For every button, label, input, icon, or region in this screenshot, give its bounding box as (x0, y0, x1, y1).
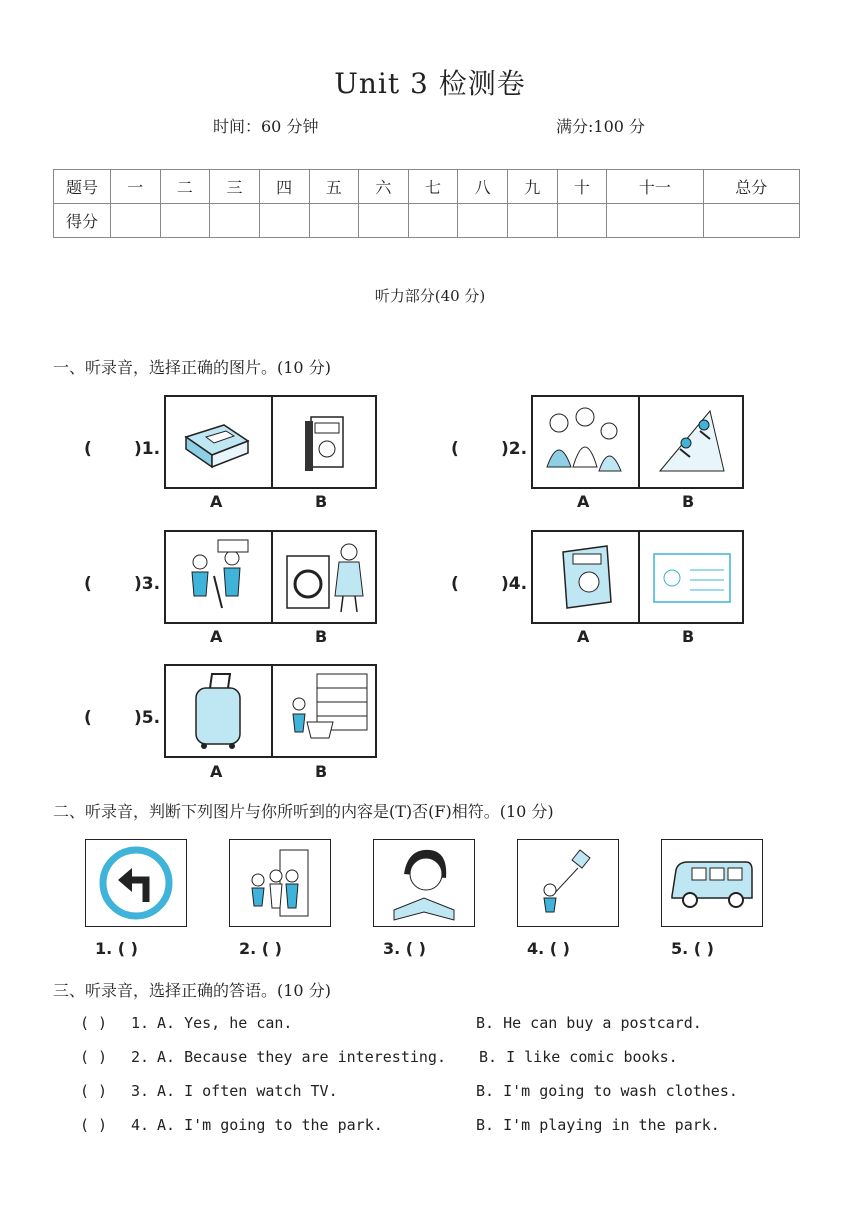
score-input-cell[interactable] (309, 204, 359, 238)
visiting-friends-icon (230, 840, 330, 926)
mountain-climbing-icon (640, 397, 744, 487)
option-b-label: B (315, 762, 328, 781)
score-input-cell[interactable] (259, 204, 309, 238)
option-a-label: A (210, 627, 223, 646)
option-a-image[interactable] (533, 397, 638, 487)
tf-answer-2[interactable]: 2. ( ) (239, 939, 282, 958)
q3-number-4: 4. (131, 1116, 150, 1134)
score-input-cell[interactable] (508, 204, 558, 238)
score-header-cell: 九 (508, 170, 558, 204)
answer-paren-close-3[interactable]: )3. (134, 574, 161, 594)
score-input-cell[interactable] (111, 204, 161, 238)
section2-heading: 二、听录音，判断下列图片与你所听到的内容是(T)否(F)相符。(10 分) (53, 802, 554, 821)
option-b-label: B (682, 492, 695, 511)
choice-box-2 (531, 395, 744, 489)
option-a-label: A (210, 762, 223, 781)
option-b-image[interactable] (271, 666, 378, 756)
option-a-image[interactable] (533, 532, 638, 622)
score-header-cell: 一 (111, 170, 161, 204)
sweeping-floor-icon (166, 532, 270, 622)
score-table (53, 169, 800, 238)
q3-option-b-2: B. I like comic books. (479, 1048, 678, 1066)
answer-paren-close-2[interactable]: )2. (501, 439, 528, 459)
tf-answer-3[interactable]: 3. ( ) (383, 939, 426, 958)
q3-option-b-1: B. He can buy a postcard. (476, 1014, 702, 1032)
score-input-cell[interactable] (160, 204, 210, 238)
q3-option-b-4: B. I'm playing in the park. (476, 1116, 720, 1134)
score-input-cell[interactable] (607, 204, 703, 238)
answer-paren-close-4[interactable]: )4. (501, 574, 528, 594)
score-header-cell: 题号 (54, 170, 111, 204)
tf-picture-1 (85, 839, 187, 927)
q3-answer-paren-4[interactable]: ( ) (80, 1116, 108, 1134)
option-b-label: B (315, 492, 328, 511)
choice-box-4 (531, 530, 744, 624)
option-b-label: B (315, 627, 328, 646)
turn-left-sign-icon (86, 840, 186, 926)
q3-option-a-4: A. I'm going to the park. (157, 1116, 383, 1134)
van-icon (662, 840, 762, 926)
option-a-label: A (577, 627, 590, 646)
answer-paren-close-1[interactable]: )1. (134, 439, 161, 459)
tf-answer-4[interactable]: 4. ( ) (527, 939, 570, 958)
page-title: Unit 3 检测卷 (334, 67, 526, 100)
listening-part-heading: 听力部分(40 分) (374, 287, 486, 305)
full-score: 满分:100 分 (556, 117, 646, 136)
tf-picture-5 (661, 839, 763, 927)
option-b-image[interactable] (638, 532, 745, 622)
q3-option-a-1: A. Yes, he can. (157, 1014, 293, 1032)
dictionary-book-icon (166, 397, 270, 487)
score-input-cell[interactable] (458, 204, 508, 238)
q3-option-a-3: A. I often watch TV. (157, 1082, 338, 1100)
option-b-image[interactable] (271, 532, 378, 622)
choice-box-5 (164, 664, 377, 758)
score-header-cell: 四 (259, 170, 309, 204)
score-input-cell[interactable] (359, 204, 409, 238)
choice-box-3 (164, 530, 377, 624)
score-header-cell: 二 (160, 170, 210, 204)
option-b-image[interactable] (638, 397, 745, 487)
answer-paren-open: ( (451, 439, 459, 459)
score-input-cell[interactable] (408, 204, 458, 238)
score-table-score-row (54, 204, 800, 238)
flying-kite-icon (518, 840, 618, 926)
answer-paren-open: ( (451, 574, 459, 594)
picture-book-icon (533, 532, 637, 622)
score-header-cell: 十 (557, 170, 607, 204)
storybook-icon (273, 397, 377, 487)
score-header-cell: 五 (309, 170, 359, 204)
choice-box-1 (164, 395, 377, 489)
option-a-image[interactable] (166, 532, 271, 622)
time-limit: 时间：60 分钟 (213, 117, 319, 136)
answer-paren-open: ( (84, 574, 92, 594)
washing-machine-icon (273, 532, 377, 622)
q3-answer-paren-3[interactable]: ( ) (80, 1082, 108, 1100)
option-a-label: A (577, 492, 590, 511)
score-header-cell: 总分 (703, 170, 799, 204)
tf-picture-4 (517, 839, 619, 927)
score-row-label: 得分 (54, 204, 111, 238)
q3-number-2: 2. (131, 1048, 150, 1066)
option-a-label: A (210, 492, 223, 511)
option-b-label: B (682, 627, 695, 646)
supermarket-cart-icon (273, 666, 377, 756)
suitcase-icon (166, 666, 270, 756)
tf-answer-1[interactable]: 1. ( ) (95, 939, 138, 958)
q3-answer-paren-1[interactable]: ( ) (80, 1014, 108, 1032)
score-header-cell: 三 (210, 170, 260, 204)
answer-paren-close-5[interactable]: )5. (134, 708, 161, 728)
score-header-cell: 六 (359, 170, 409, 204)
tf-picture-3 (373, 839, 475, 927)
option-a-image[interactable] (166, 666, 271, 756)
option-a-image[interactable] (166, 397, 271, 487)
score-input-cell[interactable] (703, 204, 799, 238)
tf-answer-5[interactable]: 5. ( ) (671, 939, 714, 958)
score-header-cell: 八 (458, 170, 508, 204)
tf-picture-2 (229, 839, 331, 927)
option-b-image[interactable] (271, 397, 378, 487)
score-input-cell[interactable] (557, 204, 607, 238)
score-table-header-row (54, 170, 800, 204)
q3-number-3: 3. (131, 1082, 150, 1100)
family-icon (533, 397, 637, 487)
q3-option-a-2: A. Because they are interesting. (157, 1048, 446, 1066)
score-input-cell[interactable] (210, 204, 260, 238)
answer-paren-open: ( (84, 708, 92, 728)
girl-reading-icon (374, 840, 474, 926)
q3-option-b-3: B. I'm going to wash clothes. (476, 1082, 738, 1100)
postcard-icon (640, 532, 744, 622)
answer-paren-open: ( (84, 439, 92, 459)
q3-number-1: 1. (131, 1014, 150, 1032)
score-header-cell: 十一 (607, 170, 703, 204)
q3-answer-paren-2[interactable]: ( ) (80, 1048, 108, 1066)
score-header-cell: 七 (408, 170, 458, 204)
section3-heading: 三、听录音，选择正确的答语。(10 分) (53, 981, 331, 1000)
section1-heading: 一、听录音，选择正确的图片。(10 分) (53, 358, 331, 377)
